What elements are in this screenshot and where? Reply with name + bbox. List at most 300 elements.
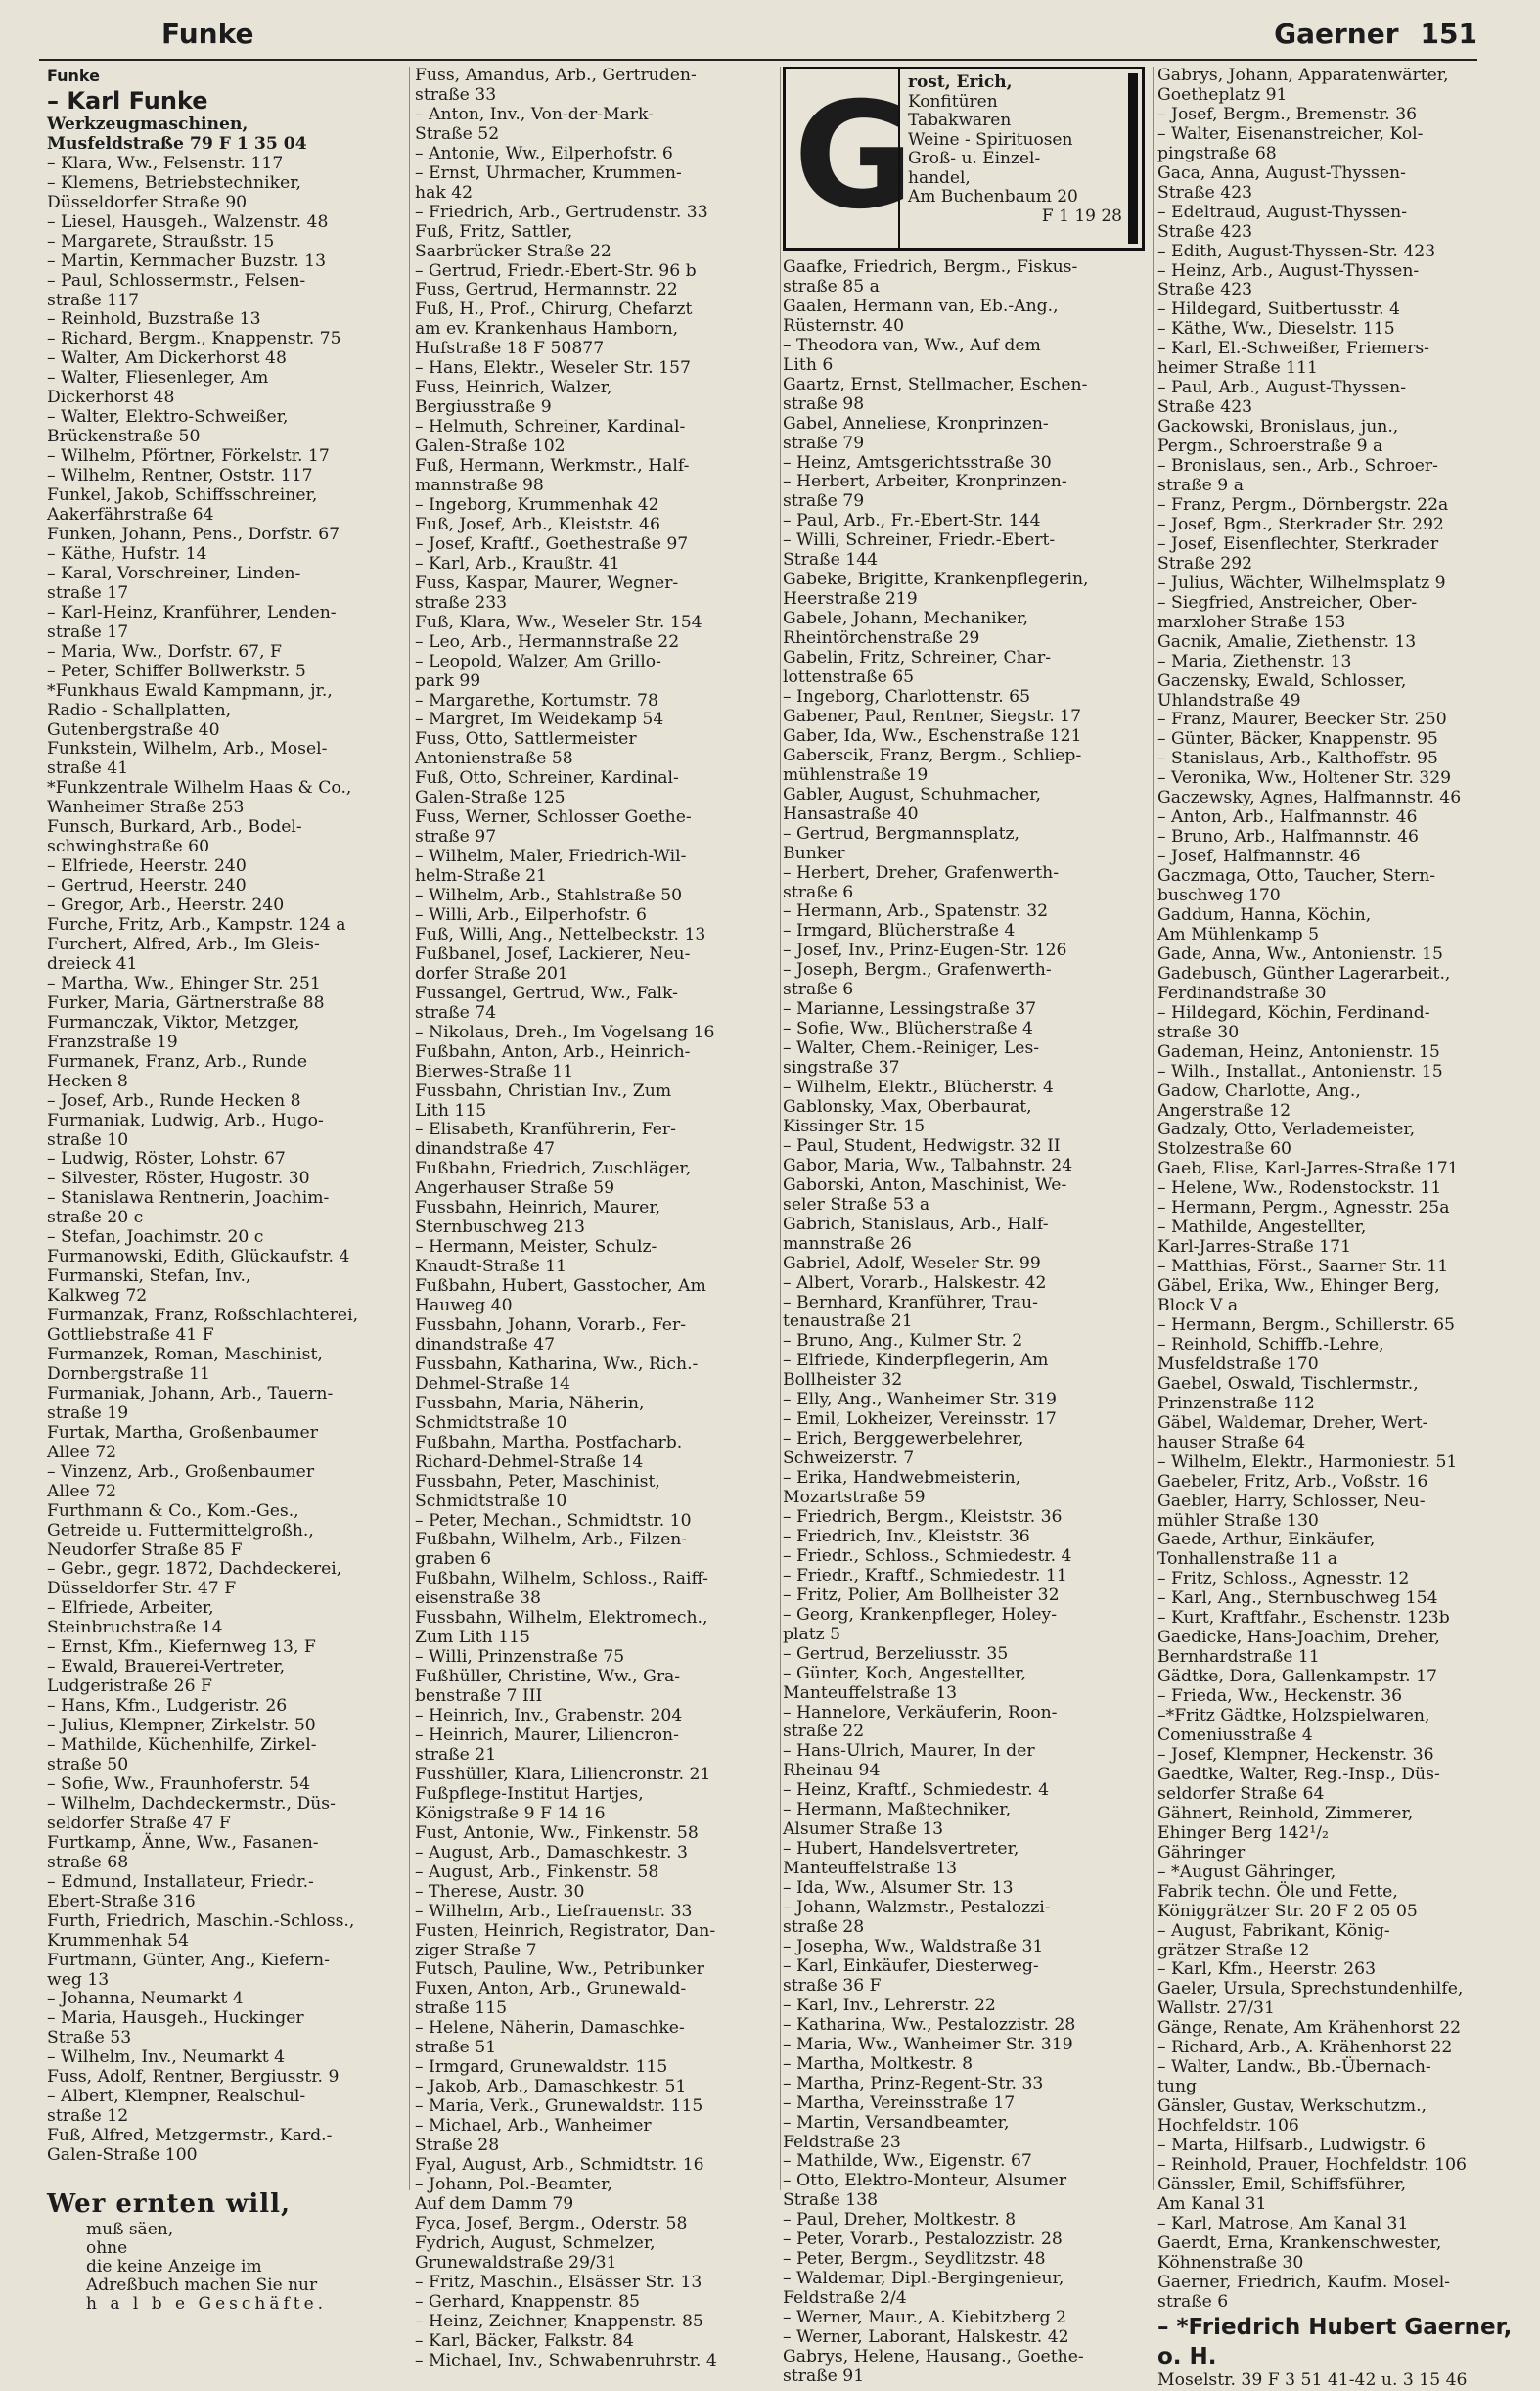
entry-line: – Peter, Bergm., Seydlitzstr. 48 — [783, 2249, 1046, 2270]
entry-line: straße 68 — [47, 1852, 129, 1872]
entry-line: straße 79 — [783, 433, 865, 453]
entry-line: Funke — [47, 67, 100, 85]
entry-line: – Elfriede, Arbeiter, — [47, 1598, 214, 1619]
entry-line: Wanheimer Straße 253 — [47, 798, 245, 818]
entry-line: Lith 6 — [783, 354, 834, 375]
entry-line: – Johanna, Neumarkt 4 — [47, 1989, 244, 2009]
entry-line: Hufstraße 18 F 50877 — [415, 339, 605, 359]
entry-line: – Wilhelm, Maler, Friedrich-Wil- — [415, 847, 687, 867]
entry-line: Gaerner, Friedrich, Kaufm. Mosel- — [1157, 2272, 1450, 2292]
entry-line: – Martha, Moltkestr. 8 — [783, 2053, 974, 2074]
entry-line: Fuß, Josef, Arb., Kleiststr. 46 — [415, 514, 660, 534]
entry-line: – Friedrich, Arb., Gertrudenstr. 33 — [415, 202, 708, 222]
entry-line: Werkzeugmaschinen, — [47, 114, 249, 134]
entry-line: weg 13 — [47, 1969, 110, 1990]
entry-line: Funsch, Burkard, Arb., Bodel- — [47, 817, 302, 838]
entry-line: Gaeler, Ursula, Sprechstundenhilfe, — [1157, 1979, 1464, 2000]
entry-line: – Helene, Ww., Rodenstockstr. 11 — [1157, 1178, 1442, 1199]
entry-line: – Wilhelm, Arb., Liefrauenstr. 33 — [415, 1901, 693, 1921]
entry-line: Fußpflege-Institut Hartjes, — [415, 1783, 644, 1804]
entry-line: – Gregor, Arb., Heerstr. 240 — [47, 896, 285, 916]
column-divider — [780, 67, 781, 2190]
entry-line: – Gertrud, Friedr.-Ebert-Str. 96 b — [415, 260, 697, 281]
entry-line: – Josef, Klempner, Heckenstr. 36 — [1157, 1744, 1434, 1765]
entry-line: Gabrys, Helene, Hausang., Goethe- — [783, 2346, 1084, 2367]
entry-line: Kalkweg 72 — [47, 1286, 148, 1307]
entry-line: Bierwes-Straße 11 — [415, 1061, 574, 1081]
entry-line: Schweizerstr. 7 — [783, 1448, 915, 1469]
entry-line: Fußbahn, Wilhelm, Arb., Filzen- — [415, 1530, 688, 1550]
entry-line: – Hans, Kfm., Ludgeristr. 26 — [47, 1696, 288, 1717]
entry-line: Gaerdt, Erna, Krankenschwester, — [1157, 2232, 1442, 2253]
entry-line: – Paul, Dreher, Moltkestr. 8 — [783, 2210, 1017, 2230]
entry-line: Hochfeldstr. 106 — [1157, 2116, 1299, 2137]
entry-line: – Willi, Prinzenstraße 75 — [415, 1647, 625, 1668]
entry-line: – Werner, Laborant, Halskestr. 42 — [783, 2327, 1069, 2348]
entry-line: Straße 423 — [1157, 397, 1253, 418]
entry-line: – Günter, Koch, Angestellter, — [783, 1663, 1027, 1683]
entry-line: Neudorfer Straße 85 F — [47, 1540, 243, 1560]
entry-line: – Johann, Walzmstr., Pestalozzi- — [783, 1898, 1051, 1918]
entry-line: Saarbrücker Straße 22 — [415, 241, 611, 261]
entry-line: Fußbahn, Friedrich, Zuschläger, — [415, 1159, 692, 1179]
entry-line: Fußbahn, Anton, Arb., Heinrich- — [415, 1041, 691, 1062]
entry-line: – Silvester, Röster, Hugostr. 30 — [47, 1169, 310, 1189]
entry-line: – Karl-Heinz, Kranführer, Lenden- — [47, 602, 337, 622]
entry-line: Straße 423 — [1157, 182, 1253, 203]
entry-line: Furtkamp, Änne, Ww., Fasanen- — [47, 1832, 319, 1853]
entry-line: – Johann, Pol.-Beamter, — [415, 2174, 612, 2194]
entry-line: Fussbahn, Heinrich, Maurer, — [415, 1198, 661, 1218]
entry-line: – Emil, Lokheizer, Vereinsstr. 17 — [783, 1409, 1057, 1430]
entry-line: Fuß, Otto, Schreiner, Kardinal- — [415, 768, 679, 789]
entry-line: Gabriel, Adolf, Weseler Str. 99 — [783, 1253, 1041, 1273]
entry-line: straße 74 — [415, 1002, 497, 1023]
ad-line: Am Buchenbaum 20 — [908, 187, 1078, 207]
entry-line: – Mathilde, Küchenhilfe, Zirkel- — [47, 1735, 317, 1756]
entry-line: – Helmuth, Schreiner, Kardinal- — [415, 417, 686, 437]
entry-line: Fusten, Heinrich, Registrator, Dan- — [415, 1920, 716, 1941]
entry-line: straße 50 — [47, 1755, 129, 1775]
entry-line: Mozartstraße 59 — [783, 1488, 926, 1508]
entry-line: – Karl, Kfm., Heerstr. 263 — [1157, 1959, 1377, 1980]
entry-line: Gaeb, Elise, Karl-Jarres-Straße 171 — [1157, 1159, 1459, 1179]
entry-line: – August, Arb., Finkenstr. 58 — [415, 1862, 659, 1882]
entry-line: Gabele, Johann, Mechaniker, — [783, 609, 1029, 629]
entry-line: Fuss, Gertrud, Hermannstr. 22 — [415, 280, 678, 300]
entry-line: – Margarete, Straußstr. 15 — [47, 231, 275, 252]
entry-line: Furmanzak, Franz, Roßschlachterei, — [47, 1306, 359, 1326]
entry-line: – Bruno, Arb., Halfmannstr. 46 — [1157, 827, 1419, 848]
entry-line: Fuß, H., Prof., Chirurg, Chefarzt — [415, 299, 693, 320]
entry-line: heimer Straße 111 — [1157, 358, 1318, 379]
entry-line: dinandstraße 47 — [415, 1139, 556, 1160]
entry-line: – Ewald, Brauerei-Vertreter, — [47, 1657, 286, 1678]
entry-line: eisenstraße 38 — [415, 1588, 541, 1609]
entry-line: Musfeldstraße 170 — [1157, 1354, 1319, 1374]
entry-line: – Irmgard, Grunewaldstr. 115 — [415, 2057, 668, 2078]
entry-line: Fuß, Fritz, Sattler, — [415, 221, 573, 242]
column-3-entries — [783, 258, 1145, 2387]
entry-line: Richard-Dehmel-Straße 14 — [415, 1451, 644, 1472]
entry-line: Gänge, Renate, Am Krähenhorst 22 — [1157, 2018, 1462, 2039]
entry-line: Fussbahn, Maria, Näherin, — [415, 1393, 645, 1413]
entry-line: – Albert, Vorarb., Halskestr. 42 — [783, 1272, 1047, 1293]
entry-line: – Werner, Maur., A. Kiebitzberg 2 — [783, 2308, 1066, 2328]
entry-line: – Richard, Bergm., Knappenstr. 75 — [47, 329, 341, 349]
entry-line: Fuss, Otto, Sattlermeister — [415, 729, 637, 750]
entry-line: – Wilhelm, Inv., Neumarkt 4 — [47, 2047, 286, 2068]
column-divider — [1153, 67, 1154, 2190]
entry-line: – Herbert, Arbeiter, Kronprinzen- — [783, 472, 1067, 492]
entry-line: – Hans-Ulrich, Maurer, In der — [783, 1741, 1035, 1762]
entry-line: Gaber, Ida, Ww., Eschenstraße 121 — [783, 725, 1082, 746]
entry-line: Gänssler, Emil, Schiffsführer, — [1157, 2174, 1407, 2194]
entry-line: – Ingeborg, Charlottenstr. 65 — [783, 686, 1031, 707]
entry-line: – Michael, Inv., Schwabenruhrstr. 4 — [415, 2350, 717, 2370]
page-number: 151 — [1420, 18, 1477, 50]
entry-line: – August, Fabrikant, König- — [1157, 1920, 1390, 1941]
entry-line: – Hubert, Handelsvertreter, — [783, 1839, 1019, 1860]
entry-line: Wallstr. 27/31 — [1157, 1999, 1275, 2019]
entry-line: – Bruno, Ang., Kulmer Str. 2 — [783, 1331, 1023, 1352]
entry-line: Gabelin, Fritz, Schreiner, Char- — [783, 648, 1052, 668]
entry-line: – Georg, Krankenpfleger, Holey- — [783, 1604, 1058, 1625]
entry-line: Rüsternstr. 40 — [783, 315, 905, 336]
entry-line: – Wilhelm, Elektr., Harmoniestr. 51 — [1157, 1451, 1458, 1472]
entry-line: – Edmund, Installateur, Friedr.- — [47, 1871, 314, 1892]
entry-line: – Veronika, Ww., Holtener Str. 329 — [1157, 768, 1452, 789]
entry-line: Gaafke, Friedrich, Bergm., Fiskus- — [783, 257, 1078, 277]
entry-line: – Ernst, Uhrmacher, Krummen- — [415, 162, 682, 183]
entry-line: – Sofie, Ww., Blücherstraße 4 — [783, 1019, 1033, 1039]
entry-line: *Funkzentrale Wilhelm Haas & Co., — [47, 778, 352, 799]
entry-line: Fuß, Klara, Ww., Weseler Str. 154 — [415, 612, 702, 632]
entry-line: – Joseph, Bergm., Grafenwerth- — [783, 960, 1052, 981]
entry-line: Straße 423 — [1157, 280, 1253, 300]
column-1-entries — [47, 67, 404, 2166]
entry-line: mühler Straße 130 — [1157, 1510, 1319, 1531]
promo-title: Wer ernten will, — [47, 2189, 292, 2220]
entry-line: – Bernhard, Kranführer, Trau- — [783, 1292, 1038, 1312]
entry-line: – Heinz, Amtsgerichtsstraße 30 — [783, 452, 1052, 473]
entry-line: – Albert, Klempner, Realschul- — [47, 2087, 306, 2107]
entry-line: Fyal, August, Arb., Schmidtstr. 16 — [415, 2154, 704, 2175]
entry-line: Galen-Straße 102 — [415, 437, 566, 457]
entry-line: Manteuffelstraße 13 — [783, 1859, 958, 1879]
entry-line: – Peter, Mechan., Schmidtstr. 10 — [415, 1510, 692, 1531]
entry-line: Angerstraße 12 — [1157, 1100, 1291, 1121]
entry-line: Furmanek, Franz, Arb., Runde — [47, 1051, 308, 1072]
entry-line: park 99 — [415, 670, 481, 691]
entry-line: – Jakob, Arb., Damaschkestr. 51 — [415, 2077, 687, 2097]
entry-line: Düsseldorfer Str. 47 F — [47, 1579, 237, 1599]
entry-line: Fust, Antonie, Ww., Finkenstr. 58 — [415, 1822, 699, 1843]
entry-line: straße 9 a — [1157, 476, 1244, 496]
entry-line: – Günter, Bäcker, Knappenstr. 95 — [1157, 729, 1438, 750]
ad-black-bar — [1128, 73, 1138, 244]
entry-line: tung — [1157, 2077, 1198, 2097]
entry-line: Pergm., Schroerstraße 9 a — [1157, 437, 1383, 457]
entry-line: – Erika, Handwebmeisterin, — [783, 1468, 1021, 1489]
entry-line: pingstraße 68 — [1157, 143, 1277, 163]
entry-line: Fuss, Adolf, Rentner, Bergiusstr. 9 — [47, 2067, 340, 2088]
entry-line: – Josepha, Ww., Waldstraße 31 — [783, 1936, 1044, 1956]
entry-line: Fussbahn, Christian Inv., Zum — [415, 1081, 672, 1101]
entry-line: straße 233 — [415, 592, 508, 613]
entry-line: Königgrätzer Str. 20 F 2 05 05 — [1157, 1901, 1418, 1921]
entry-line: Fuß, Hermann, Werkmstr., Half- — [415, 456, 690, 477]
column-divider — [409, 67, 410, 2190]
entry-line: – Paul, Student, Hedwigstr. 32 II — [783, 1135, 1061, 1156]
promo-block — [47, 2187, 404, 2314]
entry-line: – Elfriede, Kinderpflegerin, Am — [783, 1351, 1049, 1371]
entry-line: – Josef, Eisenflechter, Sterkrader — [1157, 533, 1439, 554]
entry-line: Angerhauser Straße 59 — [415, 1178, 615, 1199]
column-4 — [1157, 66, 1514, 2390]
entry-line: – Hermann, Bergm., Schillerstr. 65 — [1157, 1315, 1455, 1335]
entry-line: Zum Lith 115 — [415, 1628, 530, 1648]
entry-line: Comeniusstraße 4 — [1157, 1725, 1313, 1746]
entry-line: o. H. — [1157, 2343, 1217, 2369]
entry-line: – Margret, Im Weidekamp 54 — [415, 710, 664, 730]
entry-line: straße 10 — [47, 1129, 129, 1150]
entry-line: – Ernst, Kfm., Kiefernweg 13, F — [47, 1637, 316, 1658]
entry-line: – Michael, Arb., Wanheimer — [415, 2116, 652, 2137]
entry-line: – Gebr., gegr. 1872, Dachdeckerei, — [47, 1559, 342, 1580]
entry-line: – Josef, Inv., Prinz-Eugen-Str. 126 — [783, 941, 1067, 961]
entry-line: Block V a — [1157, 1296, 1239, 1316]
entry-line: straße 117 — [47, 290, 140, 310]
entry-line: – Waldemar, Dipl.-Bergingenieur, — [783, 2269, 1064, 2289]
entry-line: – Wilhelm, Rentner, Oststr. 117 — [47, 466, 313, 486]
entry-line: – Paul, Arb., August-Thyssen- — [1157, 378, 1407, 398]
entry-line: Fuss, Werner, Schlosser Goethe- — [415, 807, 692, 828]
entry-line: – Stanislaus, Arb., Kalthoffstr. 95 — [1157, 749, 1438, 769]
entry-line: Gähnert, Reinhold, Zimmerer, — [1157, 1803, 1414, 1823]
entry-line: – Walter, Chem.-Reiniger, Les- — [783, 1038, 1040, 1059]
entry-line: – Hermann, Arb., Spatenstr. 32 — [783, 901, 1049, 922]
entry-line: – Friedrich, Inv., Kleiststr. 36 — [783, 1526, 1030, 1546]
entry-line: Steinbruchstraße 14 — [47, 1618, 223, 1638]
entry-line: mühlenstraße 19 — [783, 764, 929, 785]
entry-line: Musfeldstraße 79 F 1 35 04 — [47, 133, 307, 154]
entry-line: – Ida, Ww., Alsumer Str. 13 — [783, 1878, 1014, 1899]
entry-line: Gackowski, Bronislaus, jun., — [1157, 417, 1399, 437]
entry-line: – Anton, Arb., Halfmannstr. 46 — [1157, 807, 1418, 828]
entry-line: Bernhardstraße 11 — [1157, 1647, 1320, 1668]
entry-line: Funkel, Jakob, Schiffsschreiner, — [47, 485, 318, 506]
entry-line: Düsseldorfer Straße 90 — [47, 192, 248, 212]
entry-line: Gäbel, Erika, Ww., Ehinger Berg, — [1157, 1276, 1440, 1297]
entry-line: straße 6 — [1157, 2291, 1229, 2312]
entry-line: Gäbel, Waldemar, Dreher, Wert- — [1157, 1412, 1428, 1433]
entry-line: Goetheplatz 91 — [1157, 84, 1288, 105]
entry-line: Gaalen, Hermann van, Eb.-Ang., — [783, 296, 1059, 316]
entry-line: Grunewaldstraße 29/31 — [415, 2252, 617, 2273]
entry-line: Heerstraße 219 — [783, 589, 918, 610]
entry-line: – Karl, Ang., Sternbuschweg 154 — [1157, 1588, 1438, 1609]
entry-line: Aakerfährstraße 64 — [47, 505, 214, 526]
entry-line: Uhlandstraße 49 — [1157, 690, 1301, 711]
entry-line: Köhnenstraße 30 — [1157, 2252, 1304, 2273]
entry-line: Kissinger Str. 15 — [783, 1116, 926, 1136]
entry-line: Furmanzek, Roman, Maschinist, — [47, 1345, 323, 1364]
entry-line: straße 36 F — [783, 1975, 882, 1996]
entry-line: – Mathilde, Angestellter, — [1157, 1218, 1367, 1238]
entry-line: ziger Straße 7 — [415, 1940, 537, 1960]
entry-line: – Hermann, Pergm., Agnesstr. 25a — [1157, 1198, 1450, 1218]
entry-line: – Wilhelm, Arb., Stahlstraße 50 — [415, 886, 683, 906]
entry-line: –*Fritz Gädtke, Holzspielwaren, — [1157, 1706, 1430, 1726]
entry-line: – Peter, Vorarb., Pestalozzistr. 28 — [783, 2230, 1063, 2250]
entry-line: Furmanczak, Viktor, Metzger, — [47, 1012, 300, 1033]
entry-line: Gähringer — [1157, 1842, 1246, 1862]
entry-line: Fussbahn, Wilhelm, Elektromech., — [415, 1608, 708, 1629]
entry-line: – Hannelore, Verkäuferin, Roon- — [783, 1702, 1058, 1723]
entry-line: Futsch, Pauline, Ww., Petribunker — [415, 1959, 704, 1980]
entry-line: Allee 72 — [47, 1481, 117, 1501]
entry-line: Fußbanel, Josef, Lackierer, Neu- — [415, 943, 691, 964]
entry-line: – Ludwig, Röster, Lohstr. 67 — [47, 1149, 286, 1170]
entry-line: – Josef, Arb., Runde Hecken 8 — [47, 1090, 301, 1111]
entry-line: – Antonie, Ww., Eilperhofstr. 6 — [415, 143, 673, 163]
entry-line: straße 115 — [415, 1999, 508, 2019]
entry-line: hak 42 — [415, 182, 474, 203]
entry-line: straße 30 — [1157, 1022, 1240, 1042]
entry-line: Furmaniak, Johann, Arb., Tauern- — [47, 1383, 334, 1403]
entry-line: straße 19 — [47, 1402, 129, 1423]
entry-line: – Wilhelm, Elektr., Blücherstr. 4 — [783, 1078, 1054, 1098]
entry-line: singstraße 37 — [783, 1058, 900, 1079]
entry-line: – Franz, Pergm., Dörnbergstr. 22a — [1157, 494, 1449, 515]
entry-line: Gänsler, Gustav, Werkschutzm., — [1157, 2096, 1427, 2117]
entry-line: seler Straße 53 a — [783, 1194, 930, 1215]
entry-line: Furtak, Martha, Großenbaumer — [47, 1422, 318, 1443]
entry-line: – Katharina, Ww., Pestalozzistr. 28 — [783, 2014, 1076, 2035]
entry-line: Fussbahn, Katharina, Ww., Rich.- — [415, 1354, 699, 1374]
entry-line: Gabrich, Stanislaus, Arb., Half- — [783, 1214, 1049, 1234]
entry-line: – Martin, Kernmacher Buzstr. 13 — [47, 251, 327, 271]
entry-line: – Heinz, Zeichner, Knappenstr. 85 — [415, 2311, 703, 2331]
entry-line: Stolzestraße 60 — [1157, 1139, 1291, 1160]
entry-line: – Marianne, Lessingstraße 37 — [783, 999, 1037, 1020]
entry-line: – Willi, Arb., Eilperhofstr. 6 — [415, 904, 647, 925]
entry-line: Am Mühlenkamp 5 — [1157, 924, 1320, 944]
entry-line: buschweg 170 — [1157, 886, 1281, 906]
entry-line: Hauweg 40 — [415, 1296, 513, 1316]
entry-line: Gabor, Maria, Ww., Talbahnstr. 24 — [783, 1155, 1073, 1175]
entry-line: straße 33 — [415, 84, 497, 105]
entry-line: Gaedtke, Walter, Reg.-Insp., Düs- — [1157, 1764, 1440, 1784]
entry-line: – Frieda, Ww., Heckenstr. 36 — [1157, 1686, 1403, 1707]
entry-line: – Franz, Maurer, Beecker Str. 250 — [1157, 710, 1447, 730]
entry-line: Gaebeler, Fritz, Arb., Voßstr. 16 — [1157, 1471, 1428, 1492]
entry-line: – Heinz, Arb., August-Thyssen- — [1157, 260, 1420, 281]
entry-line: Dehmel-Straße 14 — [415, 1373, 570, 1394]
entry-line: Gabel, Anneliese, Kronprinzen- — [783, 413, 1049, 434]
entry-line: am ev. Krankenhaus Hamborn, — [415, 319, 679, 340]
ad-initial-letter: G — [793, 71, 915, 242]
entry-line: Fuss, Heinrich, Walzer, — [415, 378, 612, 398]
entry-line: Lith 115 — [415, 1100, 487, 1121]
entry-line: schwinghstraße 60 — [47, 837, 210, 857]
entry-line: – Maria, Ww., Wanheimer Str. 319 — [783, 2034, 1073, 2054]
entry-line: Fussbahn, Peter, Maschinist, — [415, 1471, 660, 1492]
entry-line: Fussbahn, Johann, Vorarb., Fer- — [415, 1315, 687, 1335]
entry-line: hauser Straße 64 — [1157, 1432, 1306, 1452]
entry-line: seldorfer Straße 47 F — [47, 1813, 231, 1833]
column-3 — [783, 67, 1145, 2386]
entry-line: – Leopold, Walzer, Am Grillo- — [415, 651, 661, 671]
entry-line: Furmanski, Stefan, Inv., — [47, 1266, 251, 1287]
entry-line: Brückenstraße 50 — [47, 427, 201, 447]
entry-line: – Reinhold, Buzstraße 13 — [47, 309, 261, 330]
promo-line: Adreßbuch machen Sie nur — [86, 2276, 318, 2296]
entry-line: Gabeke, Brigitte, Krankenpflegerin, — [783, 570, 1089, 590]
entry-line: Gaca, Anna, August-Thyssen- — [1157, 162, 1406, 183]
entry-line: Ludgeristraße 26 F — [47, 1677, 212, 1697]
entry-line: straße 12 — [47, 2106, 129, 2127]
entry-line: – Stanislawa Rentnerin, Joachim- — [47, 1188, 330, 1209]
entry-line: mannstraße 98 — [415, 476, 544, 496]
entry-line: Manteuffelstraße 13 — [783, 1682, 958, 1703]
header-right-keyword: Gaerner — [1274, 18, 1399, 50]
ad-line: handel, — [908, 167, 971, 188]
entry-line: – Karal, Vorschreiner, Linden- — [47, 563, 301, 583]
entry-line: Fabrik techn. Öle und Fette, — [1157, 1881, 1398, 1902]
entry-line: Gaddum, Hanna, Köchin, — [1157, 904, 1372, 925]
entry-line: – Vinzenz, Arb., Großenbaumer — [47, 1461, 315, 1482]
entry-line: Feldstraße 23 — [783, 2132, 901, 2152]
entry-line: Funkstein, Wilhelm, Arb., Mosel- — [47, 739, 328, 759]
entry-line: – Mathilde, Ww., Eigenstr. 67 — [783, 2151, 1032, 2172]
entry-line: Gabler, August, Schuhmacher, — [783, 784, 1041, 805]
entry-line: Gaebel, Oswald, Tischlermstr., — [1157, 1373, 1419, 1394]
entry-line: Fußbahn, Hubert, Gasstocher, Am — [415, 1276, 706, 1297]
entry-line: – Hans, Elektr., Weseler Str. 157 — [415, 358, 691, 379]
entry-line: Karl-Jarres-Straße 171 — [1157, 1237, 1352, 1258]
entry-line: – Richard, Arb., A. Krähenhorst 22 — [1157, 2038, 1453, 2058]
entry-line: Rheinau 94 — [783, 1761, 881, 1781]
entry-line: Fydrich, August, Schmelzer, — [415, 2232, 656, 2253]
entry-line: Fussangel, Gertrud, Ww., Falk- — [415, 983, 678, 1003]
entry-line: Gademan, Heinz, Antonienstr. 15 — [1157, 1041, 1440, 1062]
entry-line: helm-Straße 21 — [415, 866, 547, 887]
entry-line: – Anton, Inv., Von-der-Mark- — [415, 104, 654, 124]
entry-line: mannstraße 26 — [783, 1233, 912, 1254]
entry-line: Fuß, Willi, Ang., Nettelbeckstr. 13 — [415, 924, 706, 944]
entry-line: Galen-Straße 100 — [47, 2145, 198, 2166]
entry-line: – Siegfried, Anstreicher, Ober- — [1157, 592, 1418, 613]
promo-line: muß säen, — [86, 2220, 174, 2240]
ad-line: Konfitüren — [908, 91, 998, 112]
entry-line: – Hildegard, Köchin, Ferdinand- — [1157, 1002, 1430, 1023]
entry-line: Bunker — [783, 843, 845, 863]
header-right-group — [1274, 18, 1477, 50]
entry-line: Gaede, Arthur, Einkäufer, — [1157, 1530, 1376, 1550]
entry-line: – Willi, Schreiner, Friedr.-Ebert- — [783, 530, 1056, 551]
advertisement-box — [783, 67, 1145, 251]
entry-line: benstraße 7 III — [415, 1686, 543, 1707]
entry-line: Getreide u. Futtermittelgroßh., — [47, 1520, 314, 1540]
entry-line: dorfer Straße 201 — [415, 963, 568, 984]
entry-line: – Ingeborg, Krummenhak 42 — [415, 494, 659, 515]
entry-line: Fuss, Kaspar, Maurer, Wegner- — [415, 573, 679, 593]
entry-line: – Käthe, Ww., Dieselstr. 115 — [1157, 319, 1395, 340]
entry-line: Gabener, Paul, Rentner, Siegstr. 17 — [783, 706, 1082, 726]
entry-line: – Margarethe, Kortumstr. 78 — [415, 690, 658, 711]
